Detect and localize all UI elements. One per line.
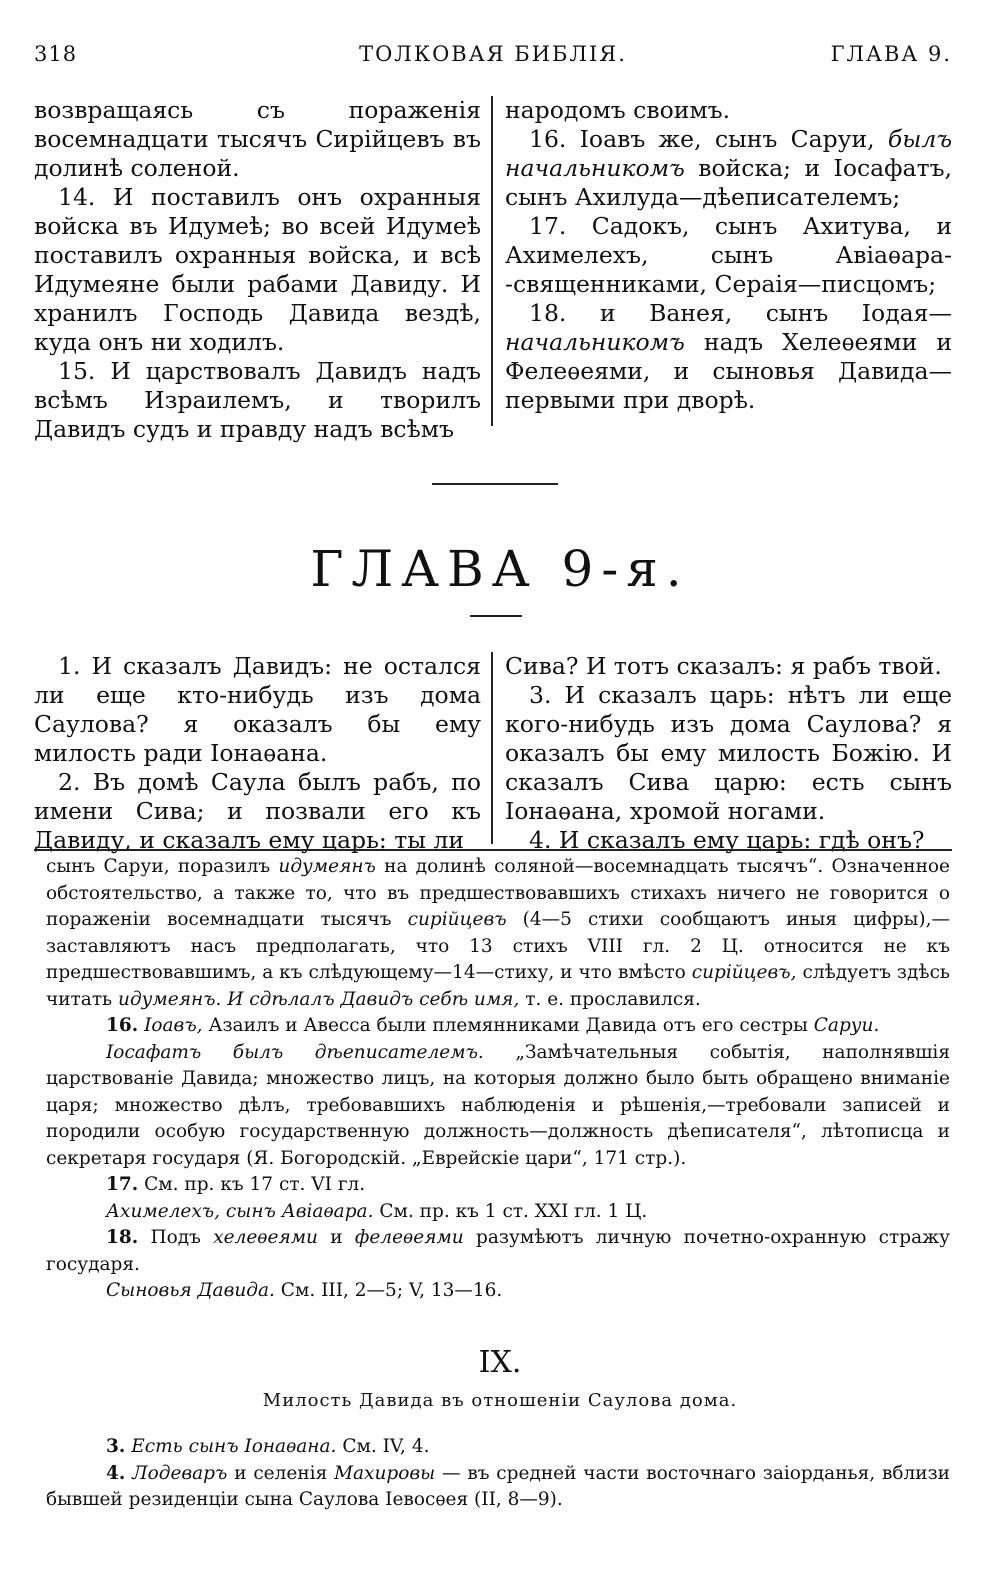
chapter-left-column — [34, 652, 491, 854]
verse-17: 17. Садокъ, сынъ Ахитува, и Ахимелехъ, сынъ Авіаѳара- -священниками, Сераія—писцомъ; — [505, 212, 952, 298]
verse-13-continuation: возвращаясь съ пораженія восемнадцати тысячъ Сирійцевъ въ долинѣ соленой. — [34, 96, 481, 182]
page-number: 318 — [34, 42, 78, 66]
verse-4: 4. И сказалъ ему царь: гдѣ онъ? — [529, 826, 925, 854]
note-18-sons: Сыновья Давида. См. III, 2—5; V, 13—16. — [106, 1280, 503, 1301]
top-right-column — [493, 96, 952, 426]
ornament-rule-bottom — [470, 615, 522, 617]
chapter-title: ГЛАВА 9-я. — [310, 540, 690, 598]
note-13-continuation: сынъ Саруи, поразилъ идумеянъ на долинѣ соляной—восемнадцать тысячъ“. Означенное обстоятельство, а также то, что въ предшествовавшихъ стихахъ ничего не говорится о пораженіи восемнадцати тысячъ сирійцевъ (4—5 стихи сообщаютъ иныя цифры),—заставляютъ насъ предполагать, что 13 стихъ VIII гл. 2 Ц. относится не къ предшествовавшимъ, а къ слѣдующему—14—стиху, и что вмѣсто сирійцевъ, слѣдуетъ здѣсь читать идумеянъ. И сдѣлалъ Давидъ себѣ имя, т. е. прославился. — [46, 856, 951, 1010]
note-17: 17. См. пр. къ 17 ст. VI гл. — [106, 1174, 366, 1195]
ornament-rule-top — [432, 483, 558, 485]
verse-16: 16. Іоавъ же, сынъ Саруи, былъ начальникомъ войска; и Іосафатъ, сынъ Ахилуда—дѣеписателемъ; — [505, 125, 952, 211]
verse-2-continuation: Сива? И тотъ сказалъ: я рабъ твой. — [505, 652, 942, 680]
chapter-label: ГЛАВА 9. — [830, 42, 952, 66]
verse-1: 1. И сказалъ Давидъ: не остался ли еще кто-нибудь изъ дома Саулова? я оказалъ бы ему милость ради Іонаѳана. — [34, 652, 481, 767]
top-verse-columns — [34, 96, 952, 443]
page-header — [34, 42, 952, 78]
chapter-right-column — [493, 652, 952, 854]
note-4: 4. Лодеваръ и селенія Махировы — въ средней части восточнаго заіорданья, вблизи бывшей резиденціи сына Саулова Іевосѳея (II, 8—9). — [46, 1462, 951, 1510]
verse-15: 15. И царствовалъ Давидъ надъ всѣмъ Израилемъ, и творилъ Давидъ судъ и правду надъ всѣмъ — [34, 357, 481, 443]
note-16-iosafat: Іосафатъ былъ дѣеписателемъ. „Замѣчательныя событія, наполнявшія царствованіе Давида; множество лицъ, на которыя должно было быть обращено вниманіе царя; множество дѣлъ, требовавшихъ наблюденія и рѣшенія,—требовали записей и породили особую государственную должность—должность дѣеписателя“, лѣтописца и секретаря государя (Я. Богородскій. „Еврейскіе цари“, 171 стр.). — [46, 1041, 950, 1169]
note-18: 18. Подъ хелеѳеями и фелеѳеями разумѣютъ личную почетно-охранную стражу государя. — [46, 1227, 950, 1275]
verse-14: 14. И поставилъ онъ охранныя войска въ Идумеѣ; во всей Идумеѣ поставилъ охранныя войска, и всѣ Идумеяне были рабами Давиду. И хранилъ Господь Давида вездѣ, куда онъ ни ходилъ. — [34, 183, 481, 356]
verse-2: 2. Въ домѣ Саула былъ рабъ, по имени Сива; и позвали его къ Давиду, и сказалъ ему царь: ты ли — [34, 768, 481, 854]
chapter-verse-columns — [34, 652, 952, 854]
running-title: ТОЛКОВАЯ БИБЛІЯ. — [359, 42, 627, 66]
top-left-column — [34, 96, 491, 443]
note-17-ahimelech: Ахимелехъ, сынъ Авіаѳара. См. пр. къ 1 ст. XXI гл. 1 Ц. — [106, 1200, 648, 1222]
note-3: 3. Есть сынъ Іонаѳана. См. IV, 4. — [106, 1436, 430, 1457]
section-subtitle: Милость Давида въ отношеніи Саулова дома. — [262, 1390, 738, 1411]
commentary — [46, 854, 950, 1305]
note-16: 16. Іоавъ, Азаилъ и Авесса были племянниками Давида отъ его сестры Саруи. — [106, 1015, 880, 1036]
commentary-separator — [34, 849, 952, 851]
section-number: IX. — [478, 1345, 522, 1380]
commentary-section-ix — [46, 1434, 950, 1514]
verse-15-continuation: народомъ своимъ. — [505, 96, 731, 124]
verse-18: 18. и Ванея, сынъ Іодая—начальникомъ надъ Хелеѳеями и Фелеѳеями, и сыновья Давида—первыми при дворѣ. — [505, 299, 952, 414]
verse-3: 3. И сказалъ царь: нѣтъ ли еще кого-нибудь изъ дома Саулова? я оказалъ бы ему милость Божію. И сказалъ Сива царю: есть сынъ Іонаѳана, хромой ногами. — [505, 681, 952, 825]
